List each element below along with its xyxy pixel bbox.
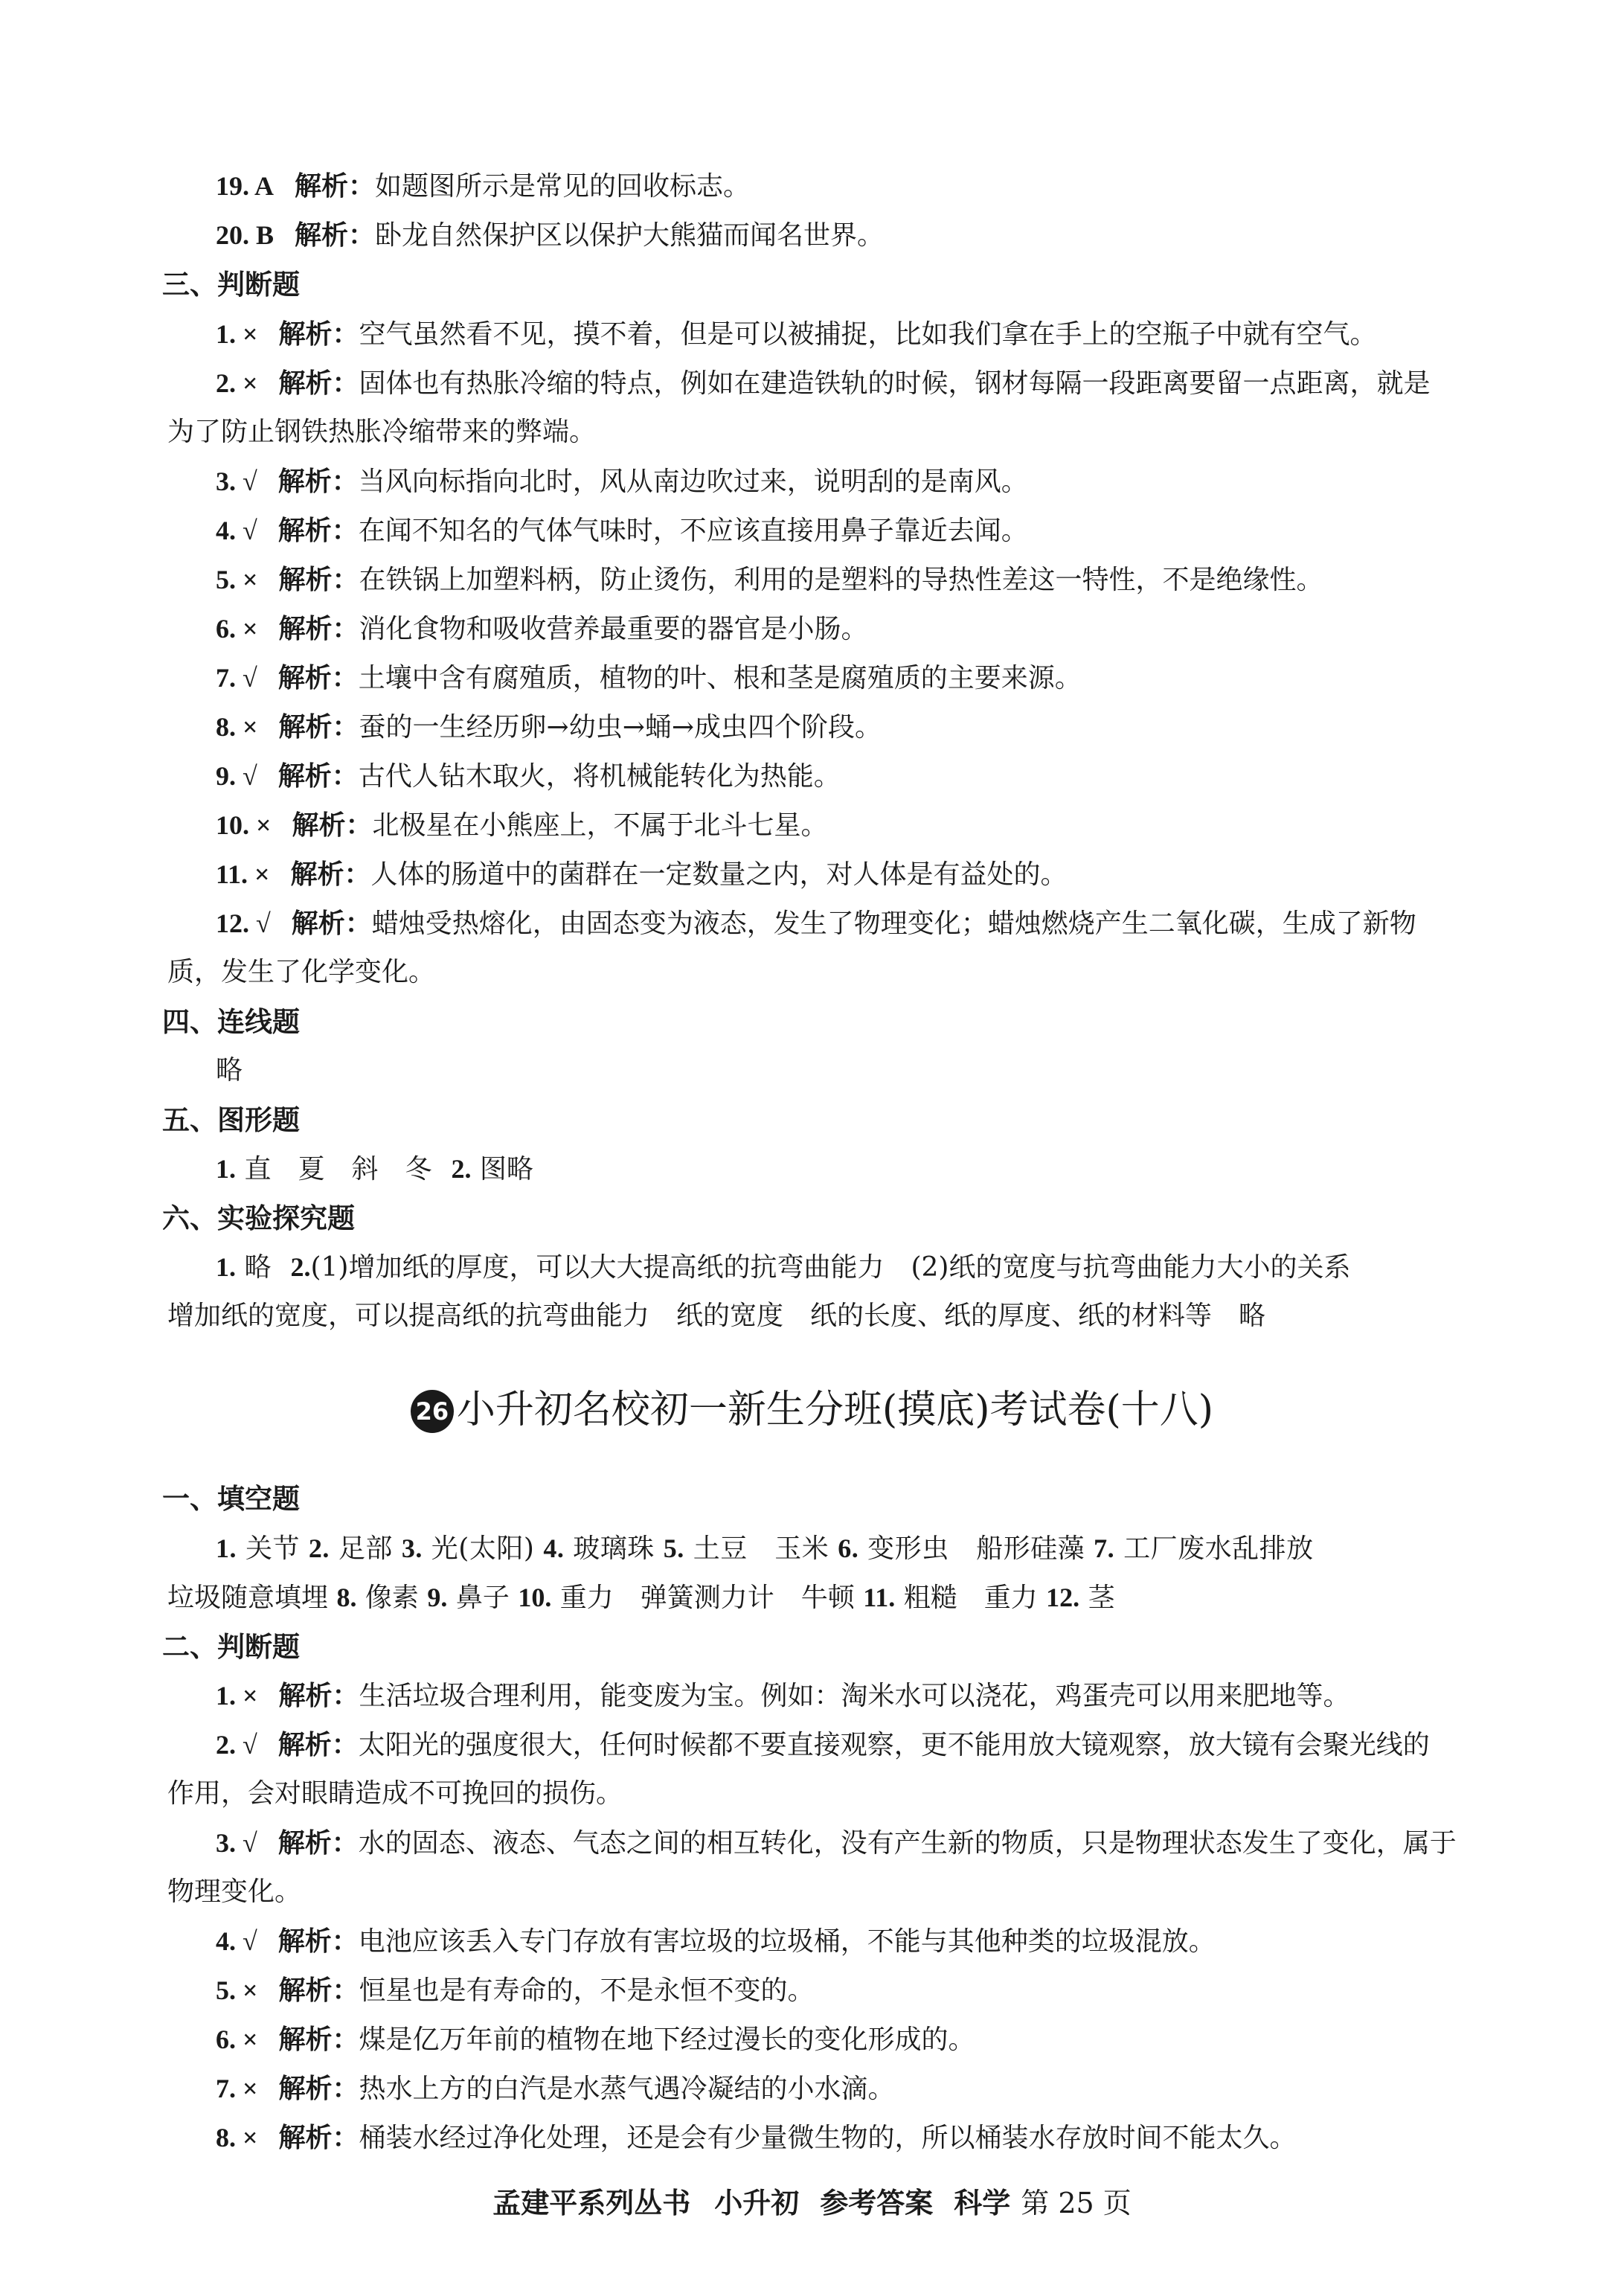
experiment-answers: 1. 略 2.(1)增加纸的厚度，可以大大提高纸的抗弯曲能力 (2)纸的宽度与抗弯曲能力大小的关系 xyxy=(216,1252,1351,1283)
judge2-answer-3-cont: 物理变化。 xyxy=(167,1876,302,1907)
page-footer: 孟建平系列丛书 小升初 参考答案 科学 第 25 页 xyxy=(492,2186,1132,2219)
judge-answer-4: 4. √ 解析：在闻不知名的气体气味时，不应该直接用鼻子靠近去闻。 xyxy=(216,515,1028,546)
experiment-answers-cont: 增加纸的宽度，可以提高纸的抗弯曲能力 纸的宽度 纸的长度、纸的厚度、纸的材料等 略 xyxy=(167,1301,1266,1331)
judge-answer-12-cont: 质，发生了化学变化。 xyxy=(167,957,436,987)
judge-answer-7: 7. √ 解析：土壤中含有腐殖质，植物的叶、根和茎是腐殖质的主要来源。 xyxy=(216,662,1082,693)
judge-answer-1: 1. × 解析：空气虽然看不见，摸不着，但是可以被捕捉，比如我们拿在手上的空瓶子中就有空气。 xyxy=(216,318,1377,350)
judge2-answer-6: 6. × 解析：煤是亿万年前的植物在地下经过漫长的变化形成的。 xyxy=(216,2024,975,2055)
judge-answer-2: 2. × 解析：固体也有热胀冷缩的特点，例如在建造铁轨的时候，钢材每隔一段距离要留一点距离，就是 xyxy=(216,368,1431,399)
judge2-answer-8: 8. × 解析：桶装水经过净化处理，还是会有少量微生物的，所以桶装水存放时间不能太久。 xyxy=(216,2122,1297,2153)
judge2-answer-2-cont: 作用，会对眼睛造成不可挽回的损伤。 xyxy=(167,1778,623,1809)
match-answer: 略 xyxy=(216,1055,243,1086)
judge-answer-11: 11. × 解析：人体的肠道中的菌群在一定数量之内，对人体是有益处的。 xyxy=(216,859,1068,890)
judge2-answer-7: 7. × 解析：热水上方的白汽是水蒸气遇冷凝结的小水滴。 xyxy=(216,2073,895,2104)
section-heading-graphic: 五、图形题 xyxy=(162,1103,300,1136)
fill-answers-line-2: 垃圾随意填埋 8. 像素 9. 鼻子 10. 重力 弹簧测力计 牛顿 11. 粗糙 重力 12. 茎 xyxy=(167,1583,1115,1613)
section-heading-fill: 一、填空题 xyxy=(162,1482,300,1515)
judge2-answer-4: 4. √ 解析：电池应该丢入专门存放有害垃圾的垃圾桶，不能与其他种类的垃圾混放。 xyxy=(216,1926,1216,1957)
judge-answer-3: 3. √ 解析：当风向标指向北时，风从南边吹过来，说明刮的是南风。 xyxy=(216,466,1028,497)
section-heading-judge: 三、判断题 xyxy=(162,268,300,301)
judge2-answer-2: 2. √ 解析：太阳光的强度很大，任何时候都不要直接观察，更不能用放大镜观察，放大镜有会聚光线的 xyxy=(216,1729,1430,1760)
judge-answer-12: 12. √ 解析：蜡烛受热熔化，由固态变为液态，发生了物理变化；蜡烛燃烧产生二氧化碳，生成了新物 xyxy=(216,908,1416,939)
judge-answer-5: 5. × 解析：在铁锅上加塑料柄，防止烫伤，利用的是塑料的导热性差这一特性，不是绝缘性。 xyxy=(216,564,1323,595)
section-heading-match: 四、连线题 xyxy=(162,1005,300,1038)
judge-answer-10: 10. × 解析：北极星在小熊座上，不属于北斗七星。 xyxy=(216,810,828,841)
judge-answer-9: 9. √ 解析：古代人钻木取火，将机械能转化为热能。 xyxy=(216,760,841,792)
judge2-answer-1: 1. × 解析：生活垃圾合理利用，能变废为宝。例如：淘米水可以浇花，鸡蛋壳可以用来肥地等。 xyxy=(216,1680,1350,1711)
judge-answer-6: 6. × 解析：消化食物和吸收营养最重要的器官是小肠。 xyxy=(216,613,868,644)
exam-title: 26 小升初名校初一新生分班(摸底)考试卷(十八) xyxy=(0,1384,1624,1436)
answer-20: 20. B 解析：卧龙自然保护区以保护大熊猫而闻名世界。 xyxy=(216,219,885,251)
fill-answers-line-1: 1. 关节 2. 足部 3. 光(太阳) 4. 玻璃珠 5. 土豆 玉米 6. 变形虫 船形硅藻 7. 工厂废水乱排放 xyxy=(216,1533,1314,1564)
section-heading-judge-2: 二、判断题 xyxy=(162,1630,300,1663)
judge-answer-2-cont: 为了防止钢铁热胀冷缩带来的弊端。 xyxy=(167,417,597,447)
graphic-answers: 1. 直 夏 斜 冬 2. 图略 xyxy=(216,1154,533,1185)
judge-answer-8: 8. × 解析：蚕的一生经历卵→幼虫→蛹→成虫四个阶段。 xyxy=(216,711,882,743)
judge2-answer-5: 5. × 解析：恒星也是有寿命的，不是永恒不变的。 xyxy=(216,1975,815,2006)
answer-19: 19. A 解析：如题图所示是常见的回收标志。 xyxy=(216,170,751,202)
section-heading-experiment: 六、实验探究题 xyxy=(162,1202,355,1234)
judge2-answer-3: 3. √ 解析：水的固态、液态、气态之间的相互转化，没有产生新的物质，只是物理状态发生了变化，属于 xyxy=(216,1827,1457,1859)
exam-number-badge: 26 xyxy=(411,1390,454,1433)
